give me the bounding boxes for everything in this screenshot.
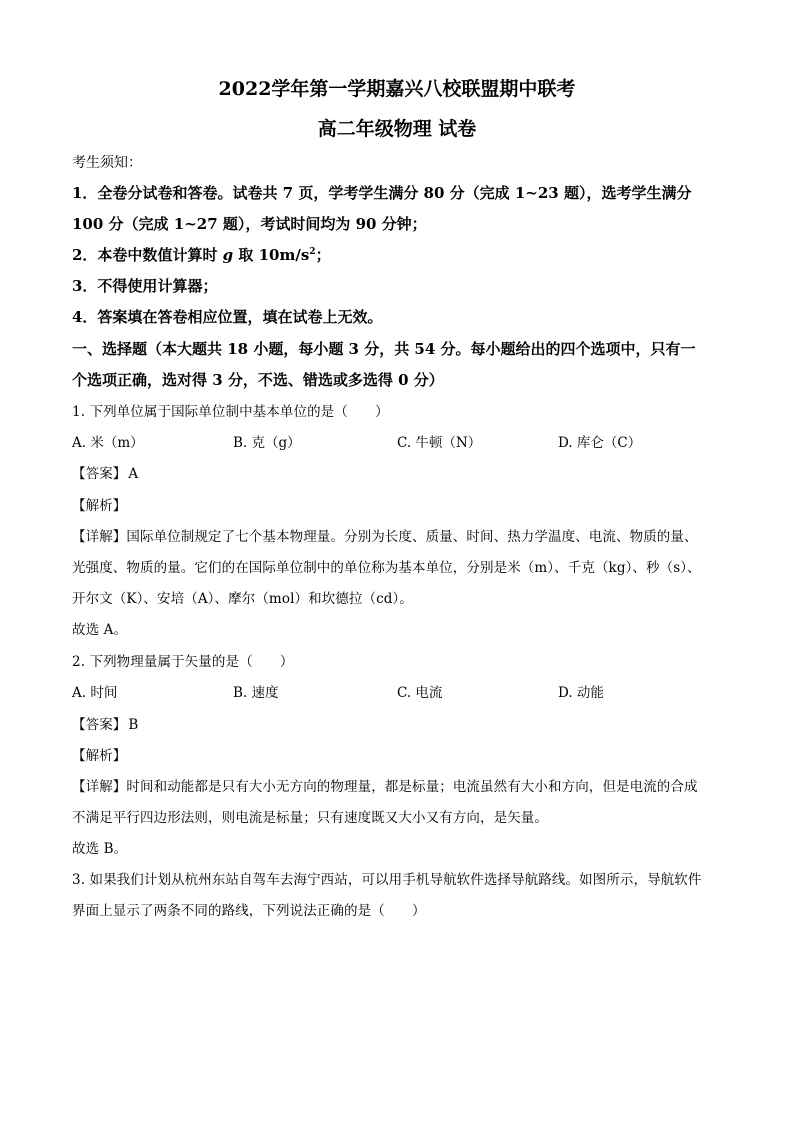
q1-option-c: C. 牛顿（N） (397, 435, 482, 451)
q2-option-a: A. 时间 (72, 685, 118, 701)
q2-conclusion: 故选 B。 (72, 841, 128, 857)
q3-stem-line-2: 界面上显示了两条不同的路线，下列说法正确的是（ ） (72, 903, 426, 919)
q2-option-d: D. 动能 (558, 685, 604, 701)
gravity-symbol: g (222, 246, 234, 264)
q2-option-c: C. 电流 (397, 685, 443, 701)
q2-stem: 2. 下列物理量属于矢量的是（ ） (72, 654, 294, 670)
q2-detail-line-2: 不满足平行四边形法则，则电流是标量；只有速度既又大小又有方向，是矢量。 (72, 810, 548, 826)
q1-option-d: D. 库仑（C） (558, 435, 642, 451)
q2-analysis-tag: 【解析】 (72, 748, 127, 764)
notice-item-1-line-2: 100 分（完成 1~27 题），考试时间均为 90 分钟； (72, 215, 427, 233)
section-1-intro-line-2: 个选项正确，选对得 3 分，不选、错选或多选得 0 分） (72, 371, 444, 389)
notice-item-2-mid: 取 10m/s (233, 246, 310, 264)
q2-answer-tag: 【答案】 (72, 717, 127, 733)
q2-answer-value: B (128, 717, 139, 733)
notice-item-4: 4．答案填在答卷相应位置，填在试卷上无效。 (72, 308, 383, 326)
q3-stem-line-1: 3. 如果我们计划从杭州东站自驾车去海宁西站，可以用手机导航软件选择导航路线。如图所示，导航软件 (72, 872, 702, 888)
notice-heading: 考生须知： (72, 155, 142, 171)
q1-detail-text-1: 国际单位制规定了七个基本物理量。分别为长度、质量、时间、热力学温度、电流、物质的量、 (126, 529, 698, 545)
q2-answer (72, 713, 138, 733)
q1-detail-line-1 (72, 525, 698, 545)
q1-detail-tag: 【详解】 (72, 529, 127, 545)
q1-answer-value: A (128, 466, 139, 482)
q1-option-b: B. 克（g） (233, 435, 301, 451)
q1-answer-tag: 【答案】 (72, 466, 127, 482)
q2-detail-tag: 【详解】 (72, 779, 127, 795)
q1-conclusion: 故选 A。 (72, 622, 128, 638)
q1-analysis-tag: 【解析】 (72, 498, 127, 514)
q2-detail-line-1 (72, 775, 698, 795)
exam-subtitle: 高二年级物理 试卷 (317, 118, 477, 140)
q2-option-b: B. 速度 (233, 685, 279, 701)
section-1-intro-line-1: 一、选择题（本大题共 18 小题，每小题 3 分，共 54 分。每小题给出的四个选项中，只有一 (72, 340, 696, 358)
notice-item-2-exponent: 2 (309, 247, 316, 257)
notice-item-2 (72, 244, 331, 265)
notice-item-1-line-1: 1．全卷分试卷和答卷。试卷共 7 页，学考学生满分 80 分（完成 1~23 题），选考学生满分 (72, 184, 692, 202)
q2-detail-text-1: 时间和动能都是只有大小无方向的物理量，都是标量；电流虽然有大小和方向，但是电流的合成 (126, 779, 698, 795)
notice-item-2-prefix: 2．本卷中数值计算时 (72, 246, 223, 264)
q1-stem: 1. 下列单位属于国际单位制中基本单位的是（ ） (72, 404, 389, 420)
exam-title: 2022学年第一学期嘉兴八校联盟期中联考 (218, 78, 576, 100)
q1-option-a: A. 米（m） (72, 435, 144, 451)
notice-item-3: 3．不得使用计算器； (72, 277, 218, 295)
q1-answer (72, 462, 138, 482)
notice-item-2-suffix: ； (315, 246, 331, 264)
q1-detail-line-3: 开尔文（K）、安培（A）、摩尔（mol）和坎德拉（cd）。 (72, 591, 413, 607)
q1-detail-line-2: 光强度、物质的量。它们的在国际单位制中的单位称为基本单位，分别是米（m）、千克（kg）、秒（s）、 (72, 560, 701, 576)
